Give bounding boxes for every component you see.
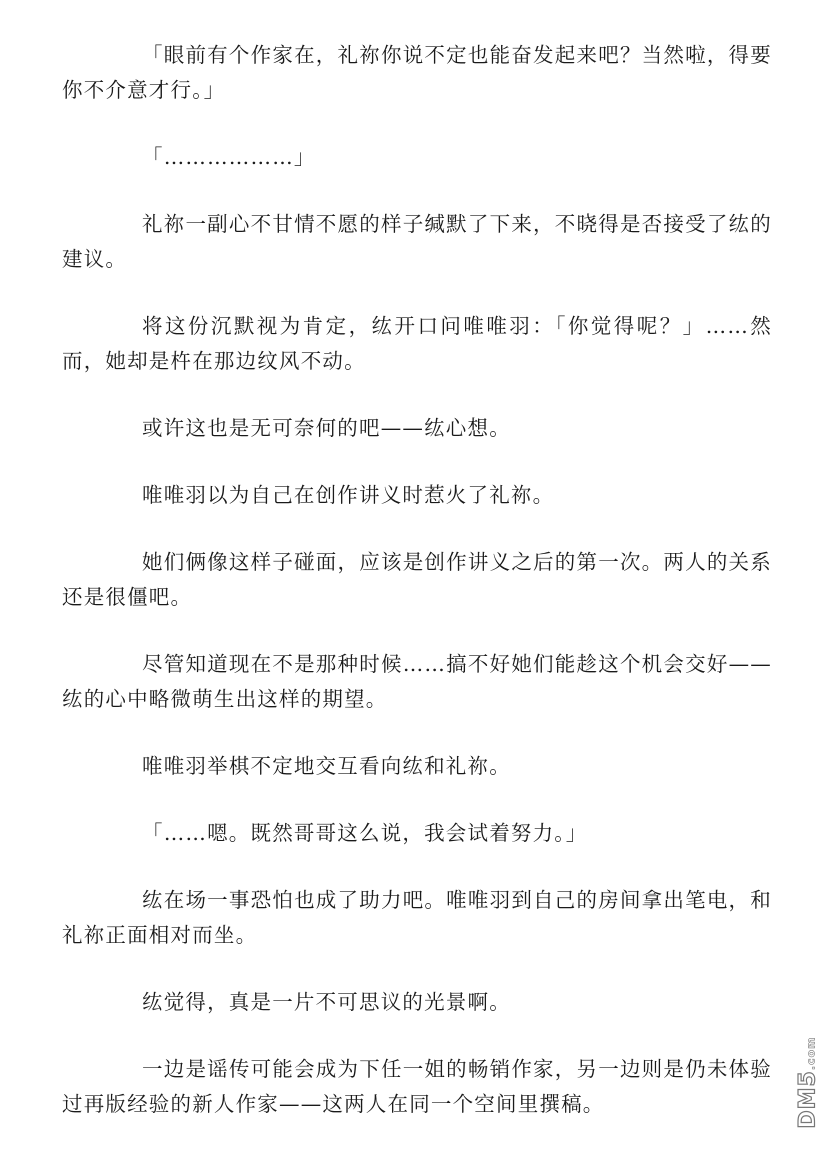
paragraph-13: 一边是谣传可能会成为下任一姐的畅销作家，另一边则是仍未体验过再版经验的新人作家——这两人在同一个空间里撰稿。	[62, 1057, 772, 1116]
paragraph-8: 尽管知道现在不是那种时候……搞不好她们能趁这个机会交好——纮的心中略微萌生出这样的期望。	[62, 652, 772, 711]
paragraph-7: 她们俩像这样子碰面，应该是创作讲义之后的第一次。两人的关系还是很僵吧。	[62, 550, 772, 609]
paragraph-6: 唯唯羽以为自己在创作讲义时惹火了礼祢。	[142, 483, 555, 507]
watermark-text: DM5	[795, 1069, 821, 1129]
paragraph-10: 「……嗯。既然哥哥这么说，我会试着努力。」	[142, 821, 588, 845]
document-page	[62, 38, 772, 1154]
paragraph-9: 唯唯羽举棋不定地交互看向纮和礼祢。	[142, 754, 511, 778]
paragraph-2: 「………………」	[142, 145, 316, 169]
paragraph-1: 「眼前有个作家在，礼祢你说不定也能奋发起来吧？当然啦，得要你不介意才行。」	[62, 43, 772, 102]
paragraph-4: 将这份沉默视为肯定，纮开口问唯唯羽：「你觉得呢？」……然而，她却是杵在那边纹风不动。	[62, 314, 772, 373]
paragraph-11: 纮在场一事恐怕也成了助力吧。唯唯羽到自己的房间拿出笔电，和礼祢正面相对而坐。	[62, 888, 772, 947]
paragraph-12: 纮觉得，真是一片不可思议的光景啊。	[142, 990, 511, 1014]
paragraph-5: 或许这也是无可奈何的吧——纮心想。	[142, 416, 511, 440]
watermark-logo	[794, 1017, 822, 1147]
watermark-suffix: .com	[804, 1035, 818, 1070]
paragraph-3: 礼祢一副心不甘情不愿的样子缄默了下来，不晓得是否接受了纮的建议。	[62, 212, 772, 271]
